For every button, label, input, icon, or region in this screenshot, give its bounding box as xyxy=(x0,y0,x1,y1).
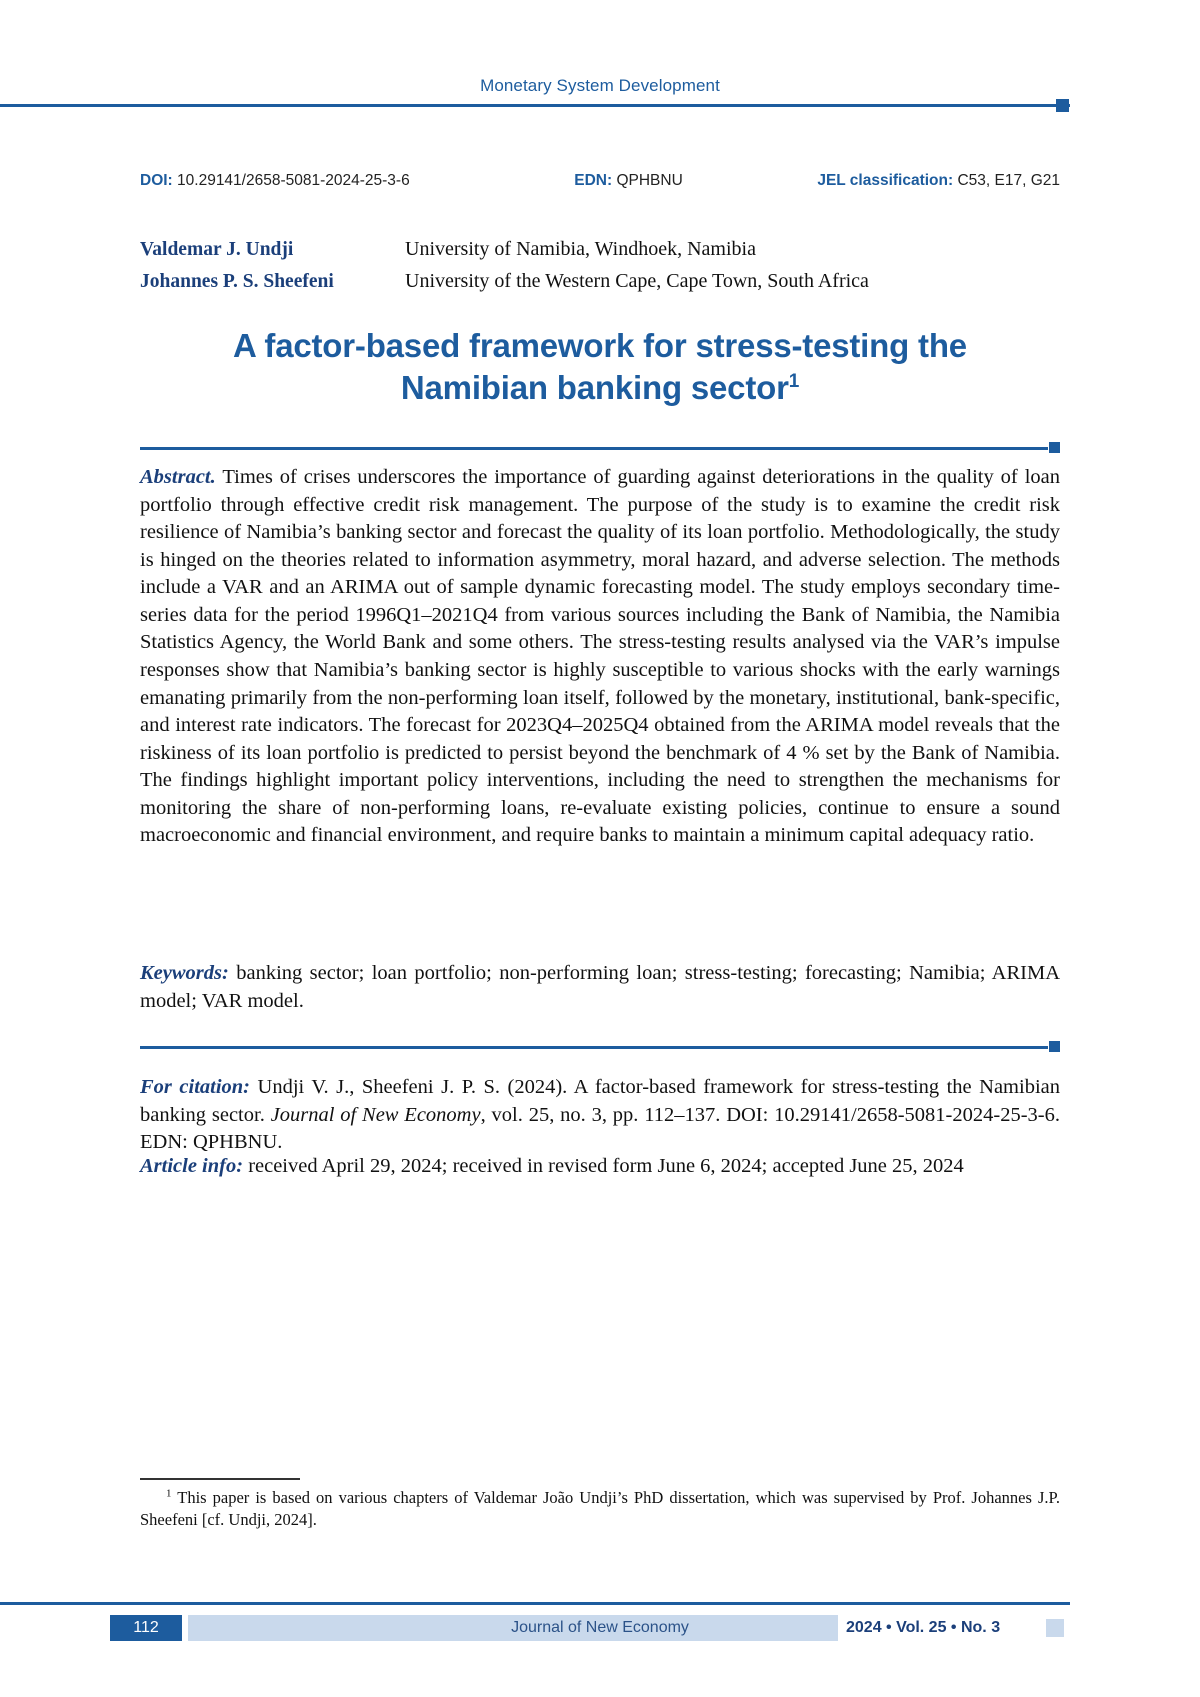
keywords-label: Keywords: xyxy=(140,962,229,984)
jel-classification xyxy=(817,172,1060,190)
header-rule xyxy=(0,104,1070,107)
divider-end-square xyxy=(1049,442,1060,453)
divider-end-square xyxy=(1049,1041,1060,1052)
author-list xyxy=(140,238,1060,302)
author-affiliation: University of the Western Cape, Cape Town, South Africa xyxy=(405,270,869,292)
footnote-separator xyxy=(140,1478,300,1480)
author-affiliation: University of Namibia, Windhoek, Namibia xyxy=(405,238,756,260)
jel-label: JEL classification: xyxy=(817,172,954,189)
page-title xyxy=(140,325,1060,409)
divider-line xyxy=(140,447,1048,450)
metadata-row xyxy=(140,172,1060,190)
divider-line xyxy=(140,1046,1048,1049)
abstract-paragraph xyxy=(140,464,1060,850)
edn-label: EDN: xyxy=(574,172,613,189)
title-line-2: Namibian banking sector xyxy=(400,369,789,407)
doi xyxy=(140,172,410,190)
footnote-marker: 1 xyxy=(166,1487,172,1500)
author-entry xyxy=(140,270,1060,293)
citation-label: For citation: xyxy=(140,1076,251,1098)
author-entry xyxy=(140,238,1060,261)
divider-above-abstract xyxy=(140,442,1060,454)
article-info-paragraph xyxy=(140,1153,1060,1181)
citation-paragraph xyxy=(140,1074,1060,1157)
page-left-margin xyxy=(0,0,6,1697)
title-footnote-marker: 1 xyxy=(788,371,800,393)
edn-value: QPHBNU xyxy=(612,172,683,189)
citation-text-part-2: , vol. 25, no. 3, pp. 112–137. DOI: 10.29141/2658-5081-2024-25-3-6. EDN: QPHBNU. xyxy=(140,1103,1060,1154)
keywords-text: banking sector; loan portfolio; non-performing loan; stress-testing; forecasting; Namibia; ARIMA model; VAR model. xyxy=(140,962,1060,1012)
footer-decorative-bar-left xyxy=(188,1615,382,1641)
citation-text-part-1: Undji V. J., Sheefeni J. P. S. (2024). A factor-based framework for stress-testing the Namibian banking sector. xyxy=(140,1076,1060,1126)
abstract-text: Times of crises underscores the importance of guarding against deteriorations in the quality of loan portfolio through effective credit risk management. The purpose of the study is to examine the credit risk resilience of Namibia’s banking sector and forecast the quality of its loan portfolio. Methodologically, the study is hinged on the theories related to information asymmetry, moral hazard, and adverse selection. The methods include a VAR and an ARIMA out of sample dynamic forecasting model. The study employs secondary time-series data for the period 1996Q1–2021Q4 from various sources including the Bank of Namibia, the Namibia Statistics Agency, the World Bank and some others. The stress-testing results analysed via the VAR’s impulse responses show that Namibia’s banking sector is highly susceptible to various shocks with the early warnings emanating primarily from the non-performing loan itself, followed by the monetary, institutional, bank-specific, and interest rate indicators. The forecast for 2023Q4–2025Q4 obtained from the ARIMA model reveals that the riskiness of its loan portfolio is predicted to persist beyond the benchmark of 4 % set by the Bank of Namibia. The findings highlight important policy interventions, including the need to strengthen the mechanisms for monitoring the share of non-performing loans, re-evaluate existing policies, continue to ensure a sound macroeconomic and financial environment, and require banks to maintain a minimum capital adequacy ratio. xyxy=(140,466,1060,847)
footer-decorative-bar-right xyxy=(818,1615,838,1641)
edn xyxy=(574,172,683,190)
citation-journal-name: Journal of New Economy xyxy=(270,1103,481,1126)
jel-value: C53, E17, G21 xyxy=(953,172,1060,189)
footnote xyxy=(140,1487,1060,1531)
header-rule-end-square xyxy=(1056,99,1069,112)
running-head: Monetary System Development xyxy=(480,76,720,95)
footer-rule xyxy=(0,1602,1070,1605)
footer-issue-info: 2024 • Vol. 25 • No. 3 xyxy=(846,1619,1001,1636)
footer-end-square xyxy=(1046,1619,1064,1637)
article-info-label: Article info: xyxy=(140,1155,244,1177)
doi-label: DOI: xyxy=(140,172,173,189)
abstract-label: Abstract. xyxy=(140,466,216,488)
page-footer xyxy=(0,1615,1200,1643)
keywords-paragraph xyxy=(140,960,1060,1015)
author-name: Valdemar J. Undji xyxy=(140,239,294,260)
footer-page-number: 112 xyxy=(110,1615,182,1641)
footer-journal-name: Journal of New Economy xyxy=(382,1615,818,1641)
title-line-1: A factor-based framework for stress-testing the xyxy=(233,327,967,364)
article-info-text: received April 29, 2024; received in revised form June 6, 2024; accepted June 25, 2024 xyxy=(243,1155,964,1177)
footnote-text: This paper is based on various chapters of Valdemar João Undji’s PhD dissertation, which was supervised by Prof. Johannes J.P. Sheefeni [cf. Undji, 2024]. xyxy=(140,1488,1060,1529)
author-name: Johannes P. S. Sheefeni xyxy=(140,271,334,292)
doi-value: 10.29141/2658-5081-2024-25-3-6 xyxy=(172,172,410,189)
divider-below-keywords xyxy=(140,1041,1060,1053)
